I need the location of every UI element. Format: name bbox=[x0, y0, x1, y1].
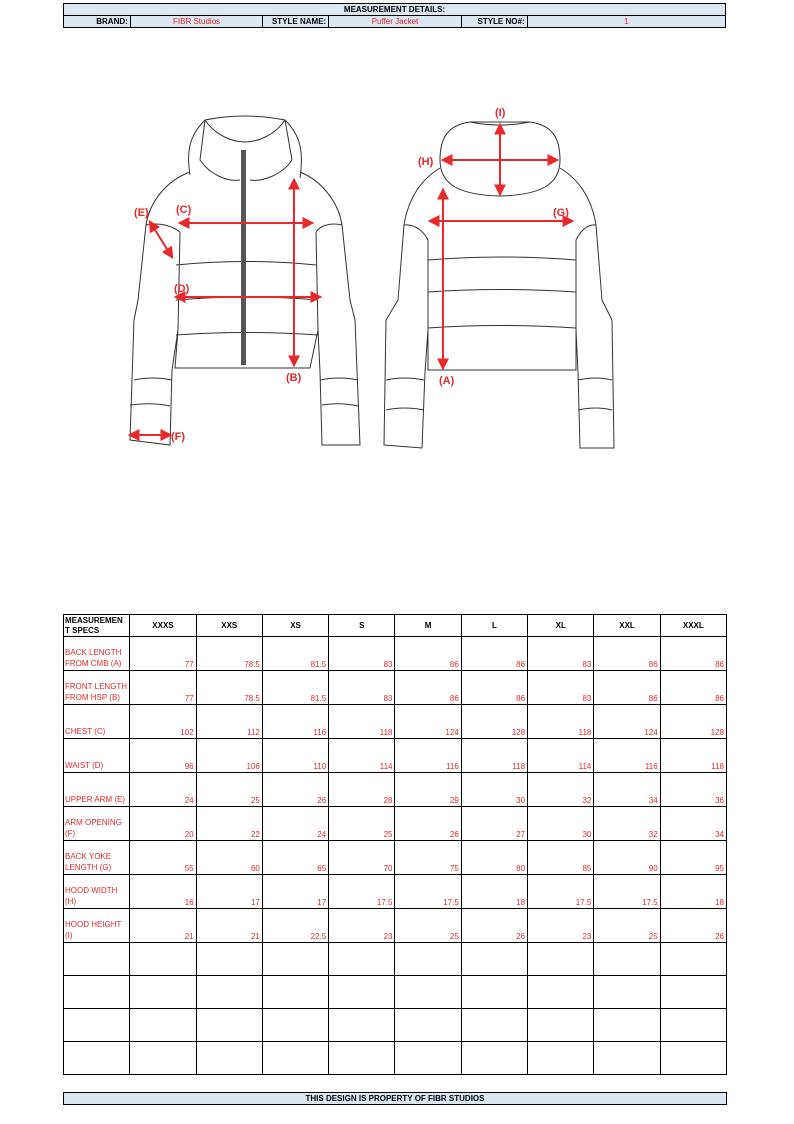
table-corner-label: MEASUREMEN T SPECS bbox=[64, 615, 130, 637]
measurement-value: 78.5 bbox=[196, 671, 262, 705]
arrow-e bbox=[150, 222, 172, 257]
style-name-label: STYLE NAME: bbox=[263, 16, 329, 27]
measurement-value: 26 bbox=[262, 773, 328, 807]
measurement-value: 34 bbox=[594, 773, 660, 807]
measurement-value: 83 bbox=[329, 671, 395, 705]
empty-cell bbox=[130, 1009, 196, 1042]
callout-g: (G) bbox=[553, 207, 569, 219]
measurement-value: 21 bbox=[196, 909, 262, 943]
measurement-value: 27 bbox=[461, 807, 527, 841]
table-row bbox=[64, 807, 727, 841]
measurement-name: HOOD HEIGHT (I) bbox=[64, 909, 130, 943]
size-header: XXXS bbox=[130, 615, 196, 637]
table-row bbox=[64, 909, 727, 943]
empty-cell bbox=[461, 976, 527, 1009]
measurement-value: 17 bbox=[262, 875, 328, 909]
table-row bbox=[64, 739, 727, 773]
header-info-row bbox=[63, 16, 726, 28]
measurement-value: 17.5 bbox=[395, 875, 461, 909]
measurement-value: 75 bbox=[395, 841, 461, 875]
empty-cell bbox=[528, 976, 594, 1009]
empty-cell bbox=[196, 976, 262, 1009]
callout-d: (D) bbox=[174, 283, 190, 295]
measurement-value: 26 bbox=[461, 909, 527, 943]
measurement-value: 90 bbox=[594, 841, 660, 875]
measurement-value: 128 bbox=[660, 705, 726, 739]
measurement-value: 65 bbox=[262, 841, 328, 875]
measurement-value: 86 bbox=[594, 637, 660, 671]
measurement-value: 23 bbox=[528, 909, 594, 943]
callout-c: (C) bbox=[176, 204, 192, 216]
measurement-value: 25 bbox=[329, 807, 395, 841]
empty-cell bbox=[528, 1009, 594, 1042]
measurement-value: 77 bbox=[130, 671, 196, 705]
measurement-value: 17 bbox=[196, 875, 262, 909]
empty-cell bbox=[64, 1042, 130, 1075]
measurement-value: 118 bbox=[461, 739, 527, 773]
measurement-value: 86 bbox=[660, 671, 726, 705]
empty-cell bbox=[594, 1009, 660, 1042]
measurement-name: BACK LENGTH FROM CMB (A) bbox=[64, 637, 130, 671]
empty-cell bbox=[660, 976, 726, 1009]
empty-cell bbox=[130, 1042, 196, 1075]
empty-cell bbox=[528, 943, 594, 976]
measurement-spec-table bbox=[63, 614, 727, 1075]
size-header: XXXL bbox=[660, 615, 726, 637]
measurement-value: 128 bbox=[461, 705, 527, 739]
measurement-value: 70 bbox=[329, 841, 395, 875]
measurement-value: 96 bbox=[130, 739, 196, 773]
callout-i: (I) bbox=[495, 107, 506, 119]
empty-table-row bbox=[64, 943, 727, 976]
measurement-value: 20 bbox=[130, 807, 196, 841]
callout-a: (A) bbox=[439, 375, 455, 387]
measurement-value: 118 bbox=[329, 705, 395, 739]
spec-header bbox=[63, 3, 726, 28]
measurement-value: 28 bbox=[329, 773, 395, 807]
measurement-name: UPPER ARM (E) bbox=[64, 773, 130, 807]
table-row bbox=[64, 841, 727, 875]
size-header: L bbox=[461, 615, 527, 637]
empty-cell bbox=[130, 976, 196, 1009]
empty-cell bbox=[196, 1009, 262, 1042]
table-row bbox=[64, 637, 727, 671]
empty-cell bbox=[262, 976, 328, 1009]
measurement-value: 81.5 bbox=[262, 671, 328, 705]
size-header: M bbox=[395, 615, 461, 637]
style-no-label: STYLE NO#: bbox=[462, 16, 528, 27]
empty-cell bbox=[461, 1009, 527, 1042]
measurement-value: 116 bbox=[395, 739, 461, 773]
empty-cell bbox=[660, 943, 726, 976]
brand-value: FIBR Studios bbox=[131, 16, 264, 27]
empty-cell bbox=[64, 1009, 130, 1042]
measurement-value: 25 bbox=[196, 773, 262, 807]
measurement-value: 102 bbox=[130, 705, 196, 739]
measurement-value: 86 bbox=[395, 671, 461, 705]
measurement-name: HOOD WIDTH (H) bbox=[64, 875, 130, 909]
size-header: S bbox=[329, 615, 395, 637]
measurement-value: 32 bbox=[528, 773, 594, 807]
empty-cell bbox=[130, 943, 196, 976]
empty-table-row bbox=[64, 1042, 727, 1075]
measurement-value: 110 bbox=[262, 739, 328, 773]
measurement-value: 95 bbox=[660, 841, 726, 875]
empty-cell bbox=[395, 1042, 461, 1075]
measurement-value: 83 bbox=[528, 637, 594, 671]
empty-cell bbox=[196, 1042, 262, 1075]
empty-cell bbox=[329, 1009, 395, 1042]
measurement-value: 32 bbox=[594, 807, 660, 841]
measurement-value: 23 bbox=[329, 909, 395, 943]
measurement-value: 118 bbox=[528, 705, 594, 739]
size-header-row bbox=[64, 615, 727, 637]
size-header: XS bbox=[262, 615, 328, 637]
empty-cell bbox=[395, 943, 461, 976]
measurement-value: 114 bbox=[329, 739, 395, 773]
measurement-value: 22.5 bbox=[262, 909, 328, 943]
empty-cell bbox=[660, 1042, 726, 1075]
measurement-name: WAIST (D) bbox=[64, 739, 130, 773]
table-row bbox=[64, 671, 727, 705]
empty-cell bbox=[395, 976, 461, 1009]
empty-cell bbox=[395, 1009, 461, 1042]
callout-b: (B) bbox=[286, 372, 302, 384]
measurement-arrows bbox=[130, 125, 572, 435]
measurement-value: 18 bbox=[660, 875, 726, 909]
style-name-value: Puffer Jacket bbox=[329, 16, 462, 27]
empty-cell bbox=[594, 1042, 660, 1075]
measurement-value: 36 bbox=[660, 773, 726, 807]
measurement-details-title: MEASUREMENT DETAILS: bbox=[63, 3, 726, 16]
measurement-value: 18 bbox=[461, 875, 527, 909]
measurement-value: 83 bbox=[528, 671, 594, 705]
measurement-value: 30 bbox=[461, 773, 527, 807]
measurement-value: 22 bbox=[196, 807, 262, 841]
callout-h: (H) bbox=[418, 156, 434, 168]
measurement-value: 106 bbox=[196, 739, 262, 773]
measurement-value: 85 bbox=[528, 841, 594, 875]
measurement-value: 124 bbox=[594, 705, 660, 739]
measurement-value: 24 bbox=[130, 773, 196, 807]
measurement-name: BACK YOKE LENGTH (G) bbox=[64, 841, 130, 875]
measurement-value: 86 bbox=[461, 637, 527, 671]
measurement-name: ARM OPENING (F) bbox=[64, 807, 130, 841]
jacket-technical-drawing bbox=[63, 30, 726, 610]
measurement-name: CHEST (C) bbox=[64, 705, 130, 739]
measurement-value: 16 bbox=[130, 875, 196, 909]
size-header: XXS bbox=[196, 615, 262, 637]
measurement-value: 26 bbox=[660, 909, 726, 943]
empty-cell bbox=[329, 976, 395, 1009]
empty-cell bbox=[262, 1042, 328, 1075]
measurement-value: 116 bbox=[262, 705, 328, 739]
measurement-value: 25 bbox=[395, 909, 461, 943]
empty-cell bbox=[660, 1009, 726, 1042]
table-row bbox=[64, 705, 727, 739]
callout-f: (F) bbox=[171, 431, 186, 443]
size-header: XL bbox=[528, 615, 594, 637]
measurement-value: 25 bbox=[594, 909, 660, 943]
measurement-value: 17.5 bbox=[594, 875, 660, 909]
empty-cell bbox=[64, 976, 130, 1009]
table-row bbox=[64, 875, 727, 909]
measurement-value: 112 bbox=[196, 705, 262, 739]
empty-cell bbox=[64, 943, 130, 976]
measurement-value: 26 bbox=[395, 807, 461, 841]
measurement-value: 81.5 bbox=[262, 637, 328, 671]
measurement-value: 83 bbox=[329, 637, 395, 671]
measurement-value: 114 bbox=[528, 739, 594, 773]
measurement-value: 30 bbox=[528, 807, 594, 841]
empty-cell bbox=[461, 1042, 527, 1075]
empty-table-row bbox=[64, 1009, 727, 1042]
empty-cell bbox=[329, 943, 395, 976]
measurement-value: 116 bbox=[594, 739, 660, 773]
table-row bbox=[64, 773, 727, 807]
empty-cell bbox=[196, 943, 262, 976]
empty-cell bbox=[594, 943, 660, 976]
footer-property-notice: THIS DESIGN IS PROPERTY OF FIBR STUDIOS bbox=[63, 1092, 727, 1105]
measurement-name: FRONT LENGTH FROM HSP (B) bbox=[64, 671, 130, 705]
measurement-value: 80 bbox=[461, 841, 527, 875]
measurement-value: 86 bbox=[594, 671, 660, 705]
measurement-value: 124 bbox=[395, 705, 461, 739]
measurement-value: 24 bbox=[262, 807, 328, 841]
size-header: XXL bbox=[594, 615, 660, 637]
measurement-value: 86 bbox=[395, 637, 461, 671]
style-no-value: 1 bbox=[624, 17, 629, 26]
measurement-value: 86 bbox=[660, 637, 726, 671]
measurement-value: 17.5 bbox=[528, 875, 594, 909]
brand-label: BRAND: bbox=[64, 16, 131, 27]
empty-table-row bbox=[64, 976, 727, 1009]
empty-cell bbox=[329, 1042, 395, 1075]
measurement-value: 17.5 bbox=[329, 875, 395, 909]
empty-cell bbox=[594, 976, 660, 1009]
measurement-value: 34 bbox=[660, 807, 726, 841]
empty-cell bbox=[262, 943, 328, 976]
measurement-value: 60 bbox=[196, 841, 262, 875]
spec-table-body bbox=[64, 637, 727, 1075]
empty-cell bbox=[461, 943, 527, 976]
empty-cell bbox=[262, 1009, 328, 1042]
empty-cell bbox=[528, 1042, 594, 1075]
callout-e: (E) bbox=[134, 207, 149, 219]
measurement-value: 29 bbox=[395, 773, 461, 807]
measurement-value: 78.5 bbox=[196, 637, 262, 671]
measurement-value: 21 bbox=[130, 909, 196, 943]
front-zipper bbox=[241, 150, 246, 365]
measurement-value: 77 bbox=[130, 637, 196, 671]
measurement-value: 86 bbox=[461, 671, 527, 705]
measurement-value: 118 bbox=[660, 739, 726, 773]
measurement-value: 55 bbox=[130, 841, 196, 875]
